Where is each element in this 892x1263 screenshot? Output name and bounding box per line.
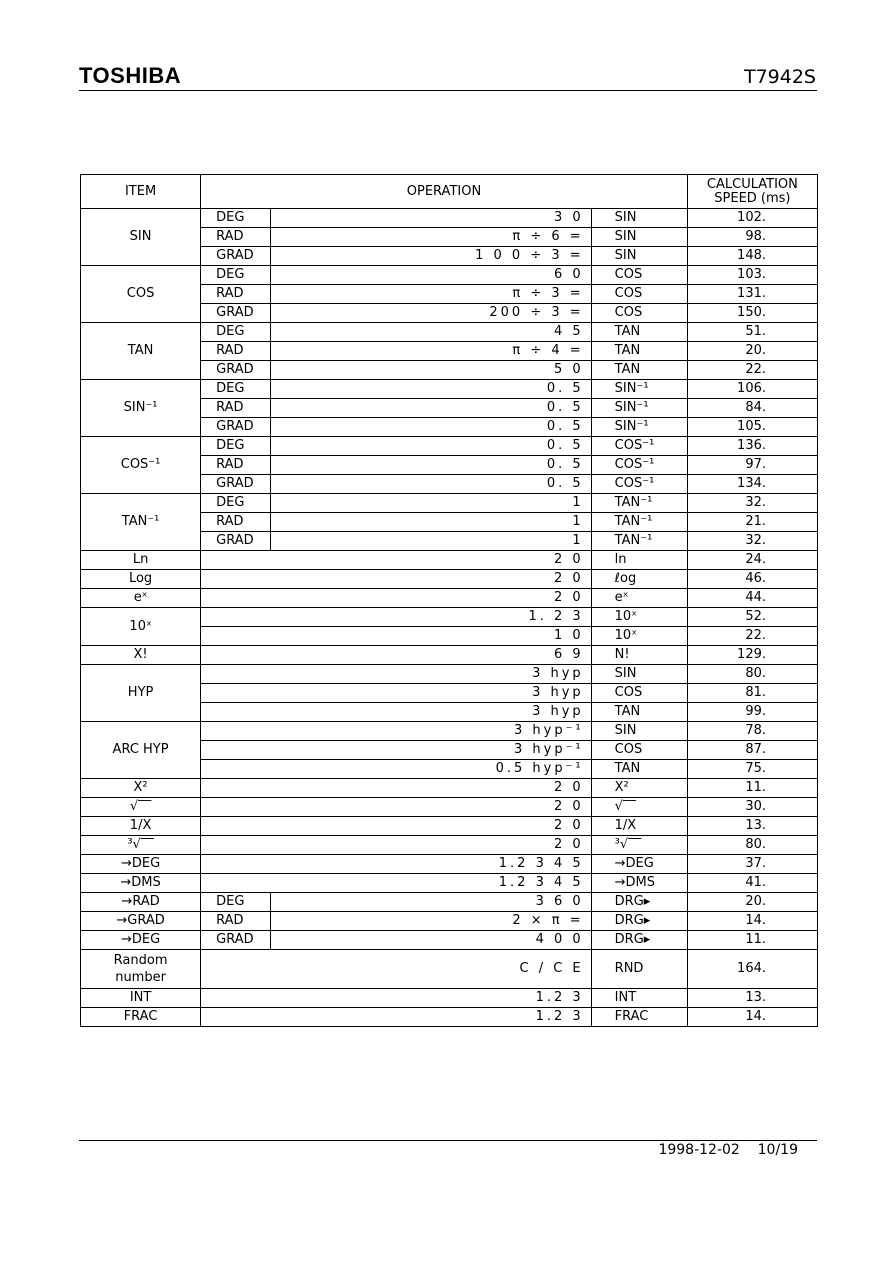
calculation-speed-table [80,174,818,1027]
item-cell: Ln [81,551,201,570]
key-cell: √‾‾ [591,798,687,817]
table-row [81,437,818,456]
input-cell: 0.5 hyp⁻¹ [201,760,592,779]
input-cell: 1 0 [201,627,592,646]
input-cell: 200 ÷ 3 = [271,304,591,323]
speed-cell: 52. [687,608,817,627]
speed-cell: 106. [687,380,817,399]
speed-cell: 46. [687,570,817,589]
key-cell: SIN [591,665,687,684]
table-row [81,798,818,817]
speed-cell: 22. [687,627,817,646]
speed-cell: 44. [687,589,817,608]
key-cell: TAN [591,703,687,722]
input-cell: 4 0 0 [271,931,591,950]
speed-cell: 80. [687,836,817,855]
speed-cell: 148. [687,247,817,266]
input-cell: 4 5 [271,323,591,342]
mode-cell: DEG [201,380,271,399]
random-label-line1: Random [113,953,168,968]
mode-cell: GRAD [201,247,271,266]
table-row [81,323,818,342]
table-row [81,836,818,855]
table-row [81,912,818,931]
table-row [81,589,818,608]
input-cell: 1 [271,513,591,532]
speed-cell: 24. [687,551,817,570]
table-row [81,646,818,665]
input-cell: 1.2 3 4 5 [201,855,592,874]
table-row [81,817,818,836]
key-cell: COS⁻¹ [591,437,687,456]
key-cell: TAN [591,760,687,779]
key-cell: COS⁻¹ [591,456,687,475]
key-cell: SIN⁻¹ [591,399,687,418]
mode-cell: DEG [201,893,271,912]
mode-cell: DEG [201,437,271,456]
speed-cell: 134. [687,475,817,494]
speed-cell: 150. [687,304,817,323]
item-cell: →GRAD [81,912,201,931]
footer-page: 10/19 [757,1142,798,1158]
item-cell: TAN⁻¹ [81,494,201,551]
table-row [81,1008,818,1027]
table-row [81,209,818,228]
header-speed [687,175,817,209]
item-cell: COS⁻¹ [81,437,201,494]
mode-cell: DEG [201,209,271,228]
speed-cell: 51. [687,323,817,342]
footer-date: 1998-12-02 [658,1142,740,1158]
speed-cell: 20. [687,342,817,361]
mode-cell: RAD [201,228,271,247]
item-cell [81,950,201,989]
key-cell: COS [591,741,687,760]
item-cell: FRAC [81,1008,201,1027]
item-cell: X! [81,646,201,665]
mode-cell: DEG [201,494,271,513]
key-cell: ln [591,551,687,570]
input-cell: 0. 5 [271,475,591,494]
item-cell: HYP [81,665,201,722]
key-cell: →DEG [591,855,687,874]
table-row [81,551,818,570]
input-cell: 0. 5 [271,418,591,437]
mode-cell: GRAD [201,361,271,380]
speed-cell: 87. [687,741,817,760]
key-cell: X² [591,779,687,798]
input-cell: π ÷ 6 = [271,228,591,247]
input-cell: 6 0 [271,266,591,285]
input-cell: π ÷ 4 = [271,342,591,361]
key-cell: ℓog [591,570,687,589]
speed-cell: 84. [687,399,817,418]
key-cell: TAN⁻¹ [591,532,687,551]
item-cell: √‾‾ [81,798,201,817]
speed-cell: 13. [687,989,817,1008]
input-cell: 2 × π = [271,912,591,931]
key-cell: COS [591,285,687,304]
input-cell: 2 0 [201,798,592,817]
item-cell: →DEG [81,931,201,950]
item-cell: →RAD [81,893,201,912]
speed-cell: 129. [687,646,817,665]
key-cell: DRG▸ [591,893,687,912]
item-cell: TAN [81,323,201,380]
table-row [81,950,818,989]
mode-cell: GRAD [201,418,271,437]
input-cell: 0. 5 [271,437,591,456]
key-cell: 10ˣ [591,608,687,627]
header-speed-line2: SPEED (ms) [714,190,791,206]
input-cell: 3 hyp [201,665,592,684]
key-cell: RND [591,950,687,989]
speed-cell: 98. [687,228,817,247]
input-cell: 1.2 3 4 5 [201,874,592,893]
speed-cell: 11. [687,779,817,798]
input-cell: 2 0 [201,817,592,836]
table-row [81,494,818,513]
key-cell: SIN [591,209,687,228]
key-cell: →DMS [591,874,687,893]
key-cell: SIN [591,722,687,741]
mode-cell: GRAD [201,532,271,551]
key-cell: SIN [591,247,687,266]
mode-cell: GRAD [201,475,271,494]
key-cell: TAN⁻¹ [591,513,687,532]
input-cell: 1. 2 3 [201,608,592,627]
speed-cell: 32. [687,494,817,513]
key-cell: ³√‾‾ [591,836,687,855]
random-label-line2: number [115,970,166,985]
speed-cell: 14. [687,912,817,931]
item-cell: ³√‾‾ [81,836,201,855]
mode-cell: RAD [201,342,271,361]
input-cell: 1.2 3 [201,1008,592,1027]
speed-cell: 81. [687,684,817,703]
input-cell: 2 0 [201,836,592,855]
input-cell: 1 0 0 ÷ 3 = [271,247,591,266]
table-row [81,570,818,589]
input-cell: 1 [271,494,591,513]
key-cell: SIN⁻¹ [591,418,687,437]
speed-cell: 103. [687,266,817,285]
header-speed-line1: CALCULATION [706,176,798,192]
table-row [81,266,818,285]
header-operation: OPERATION [201,175,688,209]
key-cell: DRG▸ [591,912,687,931]
key-cell: 1/X [591,817,687,836]
speed-cell: 97. [687,456,817,475]
key-cell: COS [591,266,687,285]
speed-cell: 30. [687,798,817,817]
input-cell: π ÷ 3 = [271,285,591,304]
table-row [81,855,818,874]
key-cell: FRAC [591,1008,687,1027]
item-cell: X² [81,779,201,798]
speed-cell: 164. [687,950,817,989]
item-cell: INT [81,989,201,1008]
speed-cell: 78. [687,722,817,741]
speed-cell: 102. [687,209,817,228]
table-row [81,931,818,950]
mode-cell: RAD [201,456,271,475]
mode-cell: GRAD [201,304,271,323]
mode-cell: DEG [201,266,271,285]
mode-cell: GRAD [201,931,271,950]
input-cell: 2 0 [201,551,592,570]
item-cell: eˣ [81,589,201,608]
mode-cell: DEG [201,323,271,342]
item-cell: →DMS [81,874,201,893]
mode-cell: RAD [201,399,271,418]
key-cell: eˣ [591,589,687,608]
header-item: ITEM [81,175,201,209]
speed-cell: 131. [687,285,817,304]
input-cell: 0. 5 [271,456,591,475]
speed-cell: 105. [687,418,817,437]
table-row [81,722,818,741]
input-cell: 0. 5 [271,380,591,399]
speed-cell: 22. [687,361,817,380]
key-cell: 10ˣ [591,627,687,646]
speed-cell: 20. [687,893,817,912]
input-cell: 3 hyp⁻¹ [201,722,592,741]
item-cell: 10ˣ [81,608,201,646]
speed-cell: 41. [687,874,817,893]
table-body [81,209,818,1027]
table-row [81,608,818,627]
mode-cell: RAD [201,285,271,304]
input-cell: 0. 5 [271,399,591,418]
table-row [81,779,818,798]
item-cell: ARC HYP [81,722,201,779]
key-cell: COS⁻¹ [591,475,687,494]
speed-cell: 21. [687,513,817,532]
header-rule [79,90,817,91]
speed-cell: 136. [687,437,817,456]
item-cell: →DEG [81,855,201,874]
item-cell: Log [81,570,201,589]
key-cell: TAN [591,342,687,361]
key-cell: COS [591,304,687,323]
mode-cell: RAD [201,912,271,931]
input-cell: 1.2 3 [201,989,592,1008]
input-cell: 3 6 0 [271,893,591,912]
input-cell: 3 hyp⁻¹ [201,741,592,760]
speed-cell: 14. [687,1008,817,1027]
footer-rule [79,1140,817,1141]
speed-cell: 13. [687,817,817,836]
key-cell: SIN [591,228,687,247]
speed-cell: 75. [687,760,817,779]
table-row [81,989,818,1008]
speed-cell: 11. [687,931,817,950]
input-cell: C / C E [201,950,592,989]
key-cell: TAN⁻¹ [591,494,687,513]
input-cell: 2 0 [201,779,592,798]
item-cell: 1/X [81,817,201,836]
table-row [81,874,818,893]
item-cell: SIN [81,209,201,266]
toshiba-logo: TOSHIBA [79,63,182,88]
speed-cell: 32. [687,532,817,551]
key-cell: N! [591,646,687,665]
input-cell: 6 9 [201,646,592,665]
input-cell: 5 0 [271,361,591,380]
speed-cell: 37. [687,855,817,874]
input-cell: 3 hyp [201,703,592,722]
table-row [81,665,818,684]
speed-cell: 99. [687,703,817,722]
key-cell: SIN⁻¹ [591,380,687,399]
input-cell: 3 hyp [201,684,592,703]
key-cell: TAN [591,361,687,380]
input-cell: 2 0 [201,570,592,589]
item-cell: COS [81,266,201,323]
speed-cell: 80. [687,665,817,684]
key-cell: COS [591,684,687,703]
mode-cell: RAD [201,513,271,532]
input-cell: 2 0 [201,589,592,608]
input-cell: 1 [271,532,591,551]
key-cell: INT [591,989,687,1008]
input-cell: 3 0 [271,209,591,228]
item-cell: SIN⁻¹ [81,380,201,437]
key-cell: TAN [591,323,687,342]
part-number: T7942S [743,66,816,88]
table-row [81,380,818,399]
footer [658,1142,798,1158]
table-row [81,893,818,912]
key-cell: DRG▸ [591,931,687,950]
